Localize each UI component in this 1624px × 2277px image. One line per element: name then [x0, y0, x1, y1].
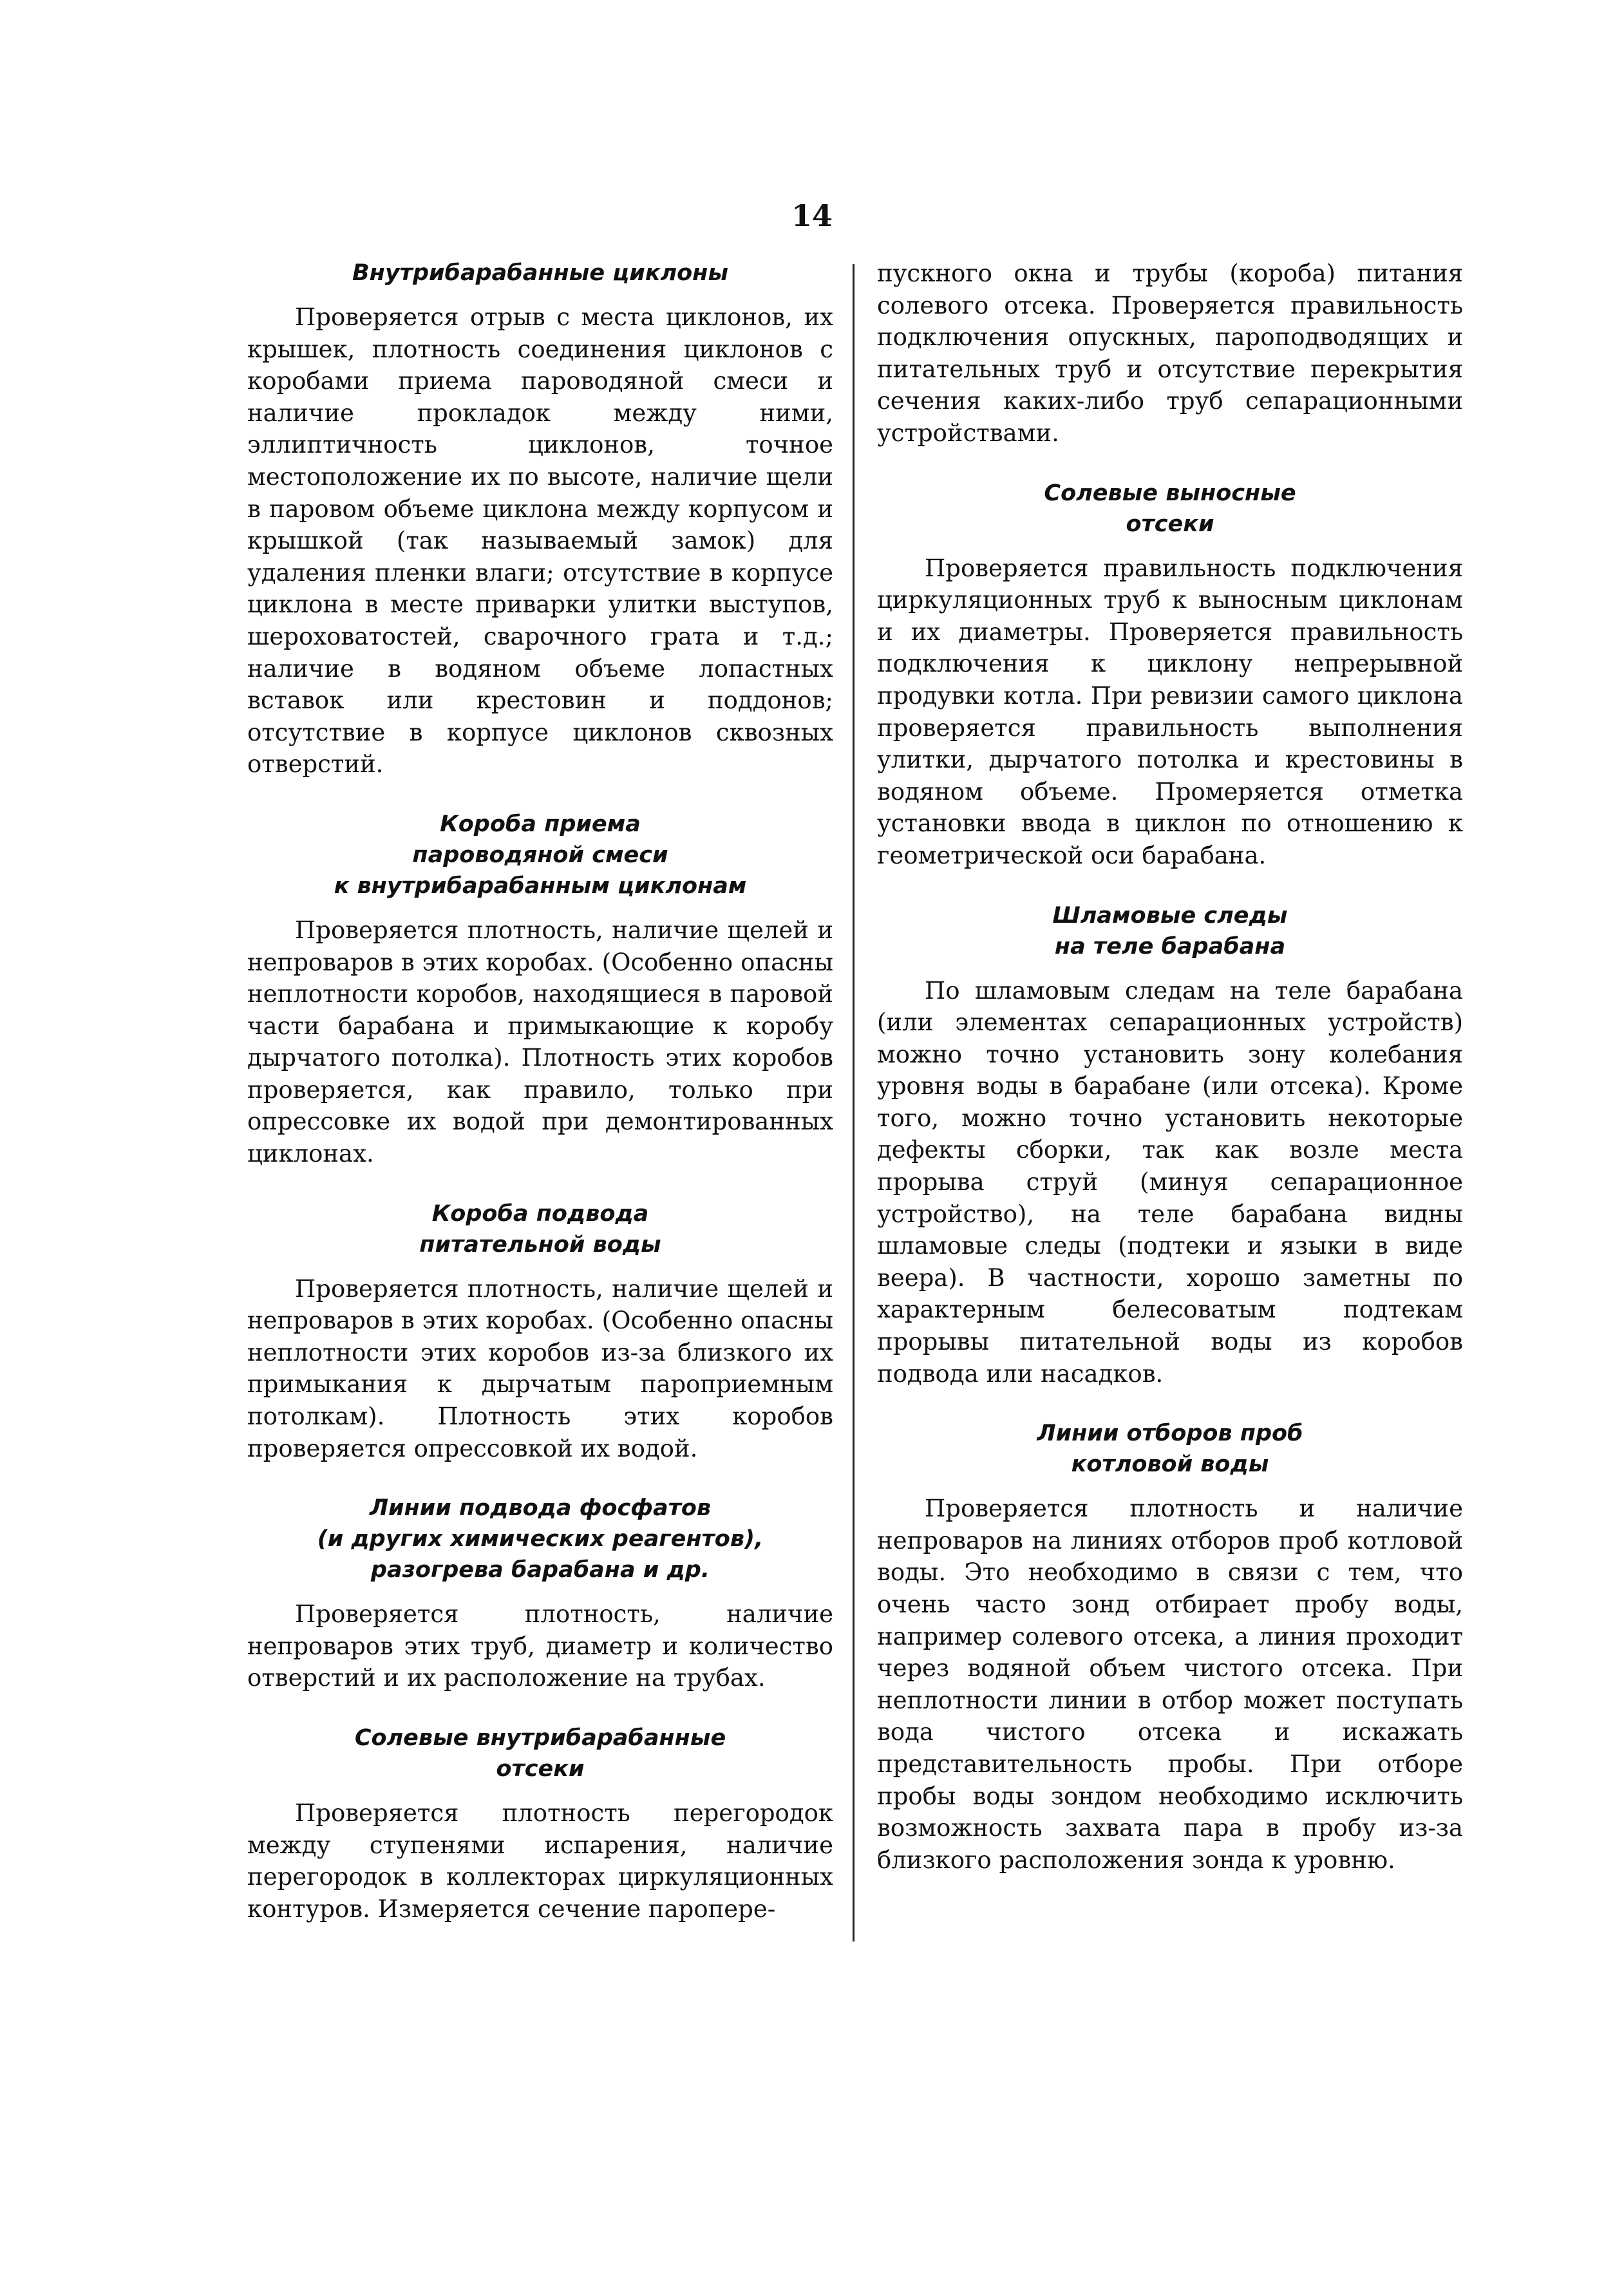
heading-line: Внутрибарабанные циклоны — [352, 260, 728, 286]
paragraph-phosphate-lines: Проверяется плотность, наличие непроваров этих труб, диаметр и количество отверстий и их расположение на трубах. — [247, 1600, 833, 1692]
heading-line: (и других химических реагентов), — [317, 1526, 764, 1553]
heading-line: разогрева барабана и др. — [370, 1557, 710, 1583]
heading-line: Солевые внутрибарабанные — [354, 1725, 726, 1751]
heading-line: котловой воды — [1071, 1451, 1269, 1478]
heading-feedwater-boxes — [247, 1198, 833, 1260]
heading-line: отсеки — [1126, 511, 1214, 537]
paragraph-feedwater-boxes: Проверяется плотность, наличие щелей и непроваров в этих коробах. (Особенно опасны неплотности этих коробов из-за близкого их примыкания к дырчатым пароприемным потолкам). Плотность этих коробов проверяется опрессовкой их водой. — [247, 1274, 833, 1462]
heading-line: Короба подвода — [431, 1200, 649, 1227]
right-column — [877, 258, 1463, 1876]
paragraph-salt-intradrum-compartments: Проверяется плотность перегородок между ступенями испарения, наличие перегородок в коллекторах циркуляционных контуров. Измеряется сечение паропере- — [247, 1799, 833, 1923]
left-column — [247, 258, 833, 1925]
heading-salt-external-compartments — [877, 478, 1463, 540]
heading-line: отсеки — [496, 1756, 585, 1782]
paragraph-salt-external-compartments: Проверяется правильность подключения циркуляционных труб к выносным циклонам и их диаметры. Проверяется правильность подключения к циклону непрерывной продувки котла. При ревизии самого циклона проверяется правильность выполнения улитки, дырчатого потолка и крестовины в водяном объеме. Промеряется отметка установки ввода в циклон по отношению к геометрической оси барабана. — [877, 554, 1463, 869]
page-number: 14 — [791, 198, 833, 233]
heading-line: на теле барабана — [1054, 933, 1286, 959]
paragraph-sludge-traces: По шламовым следам на теле барабана (или элементах сепарационных устройств) можно точно установить зону колебания уровня воды в барабане (или отсека). Кроме того, можно точно установить некоторые дефекты сборки, так как возле места прорыва струй (минуя сепарационное устройство), на теле барабана видны шламовые следы (подтеки и языки в виде веера). В частности, хорошо заметны по характерным белесоватым подтекам прорывы питательной воды из коробов подвода или насадков. — [877, 976, 1463, 1388]
paragraph-steam-water-boxes: Проверяется плотность, наличие щелей и непроваров в этих коробах. (Особенно опасны неплотности коробов, находящиеся в паровой части барабана и примыкающие к коробу дырчатого потолка). Плотность этих коробов проверяется, как правило, только при опрессовке их водой при демонтированных циклонах. — [247, 916, 833, 1168]
heading-line: Линии подвода фосфатов — [369, 1495, 712, 1522]
heading-salt-intradrum-compartments — [247, 1723, 833, 1784]
heading-line: Короба приема — [440, 811, 641, 837]
column-divider — [853, 264, 854, 1942]
heading-line: питательной воды — [419, 1231, 661, 1258]
heading-line: Шламовые следы — [1052, 902, 1288, 929]
heading-steam-water-boxes — [247, 809, 833, 902]
heading-line: Солевые выносные — [1044, 480, 1296, 506]
heading-line: Линии отборов проб — [1037, 1421, 1303, 1447]
paragraph-intradrum-cyclones: Проверяется отрыв с места циклонов, их крышек, плотность соединения циклонов с коробами приема пароводяной смеси и наличие прокладок между ними, эллиптичность циклонов, точное местоположение их по высоте, наличие щели в паровом объеме циклона между корпусом и крышкой (так называемый замок) для удаления пленки влаги; отсутствие в корпусе циклона в месте приварки улитки выступов, шероховатостей, сварочного грата и т.д.; наличие в водяном объеме лопастных вставок или крестовин и поддонов; отсутствие в корпусе циклонов сквозных отверстий. — [247, 303, 833, 779]
paragraph-continuation: пускного окна и трубы (короба) питания солевого отсека. Проверяется правильность подключения опускных, пароподводящих и питательных труб и отсутствие перекрытия сечения каких-либо труб сепарационными устройствами. — [877, 260, 1463, 447]
heading-phosphate-lines — [247, 1493, 833, 1585]
heading-sampling-lines — [877, 1418, 1463, 1480]
heading-intradrum-cyclones — [247, 258, 833, 288]
paragraph-sampling-lines: Проверяется плотность и наличие непроваров на линиях отборов проб котловой воды. Это необходимо в связи с тем, что очень часто зонд отбирает пробу воды, например солевого отсека, а линия проходит через водяной объем чистого отсека. При неплотности линии в отбор может поступать вода чистого отсека и искажать представительность пробы. При отборе пробы воды зондом необходимо исключить возможность захвата пара в пробу из-за близкого расположения зонда к уровню. — [877, 1495, 1463, 1874]
heading-line: пароводяной смеси — [412, 842, 668, 868]
heading-sludge-traces — [877, 900, 1463, 962]
heading-line: к внутрибарабанным циклонам — [334, 873, 747, 899]
